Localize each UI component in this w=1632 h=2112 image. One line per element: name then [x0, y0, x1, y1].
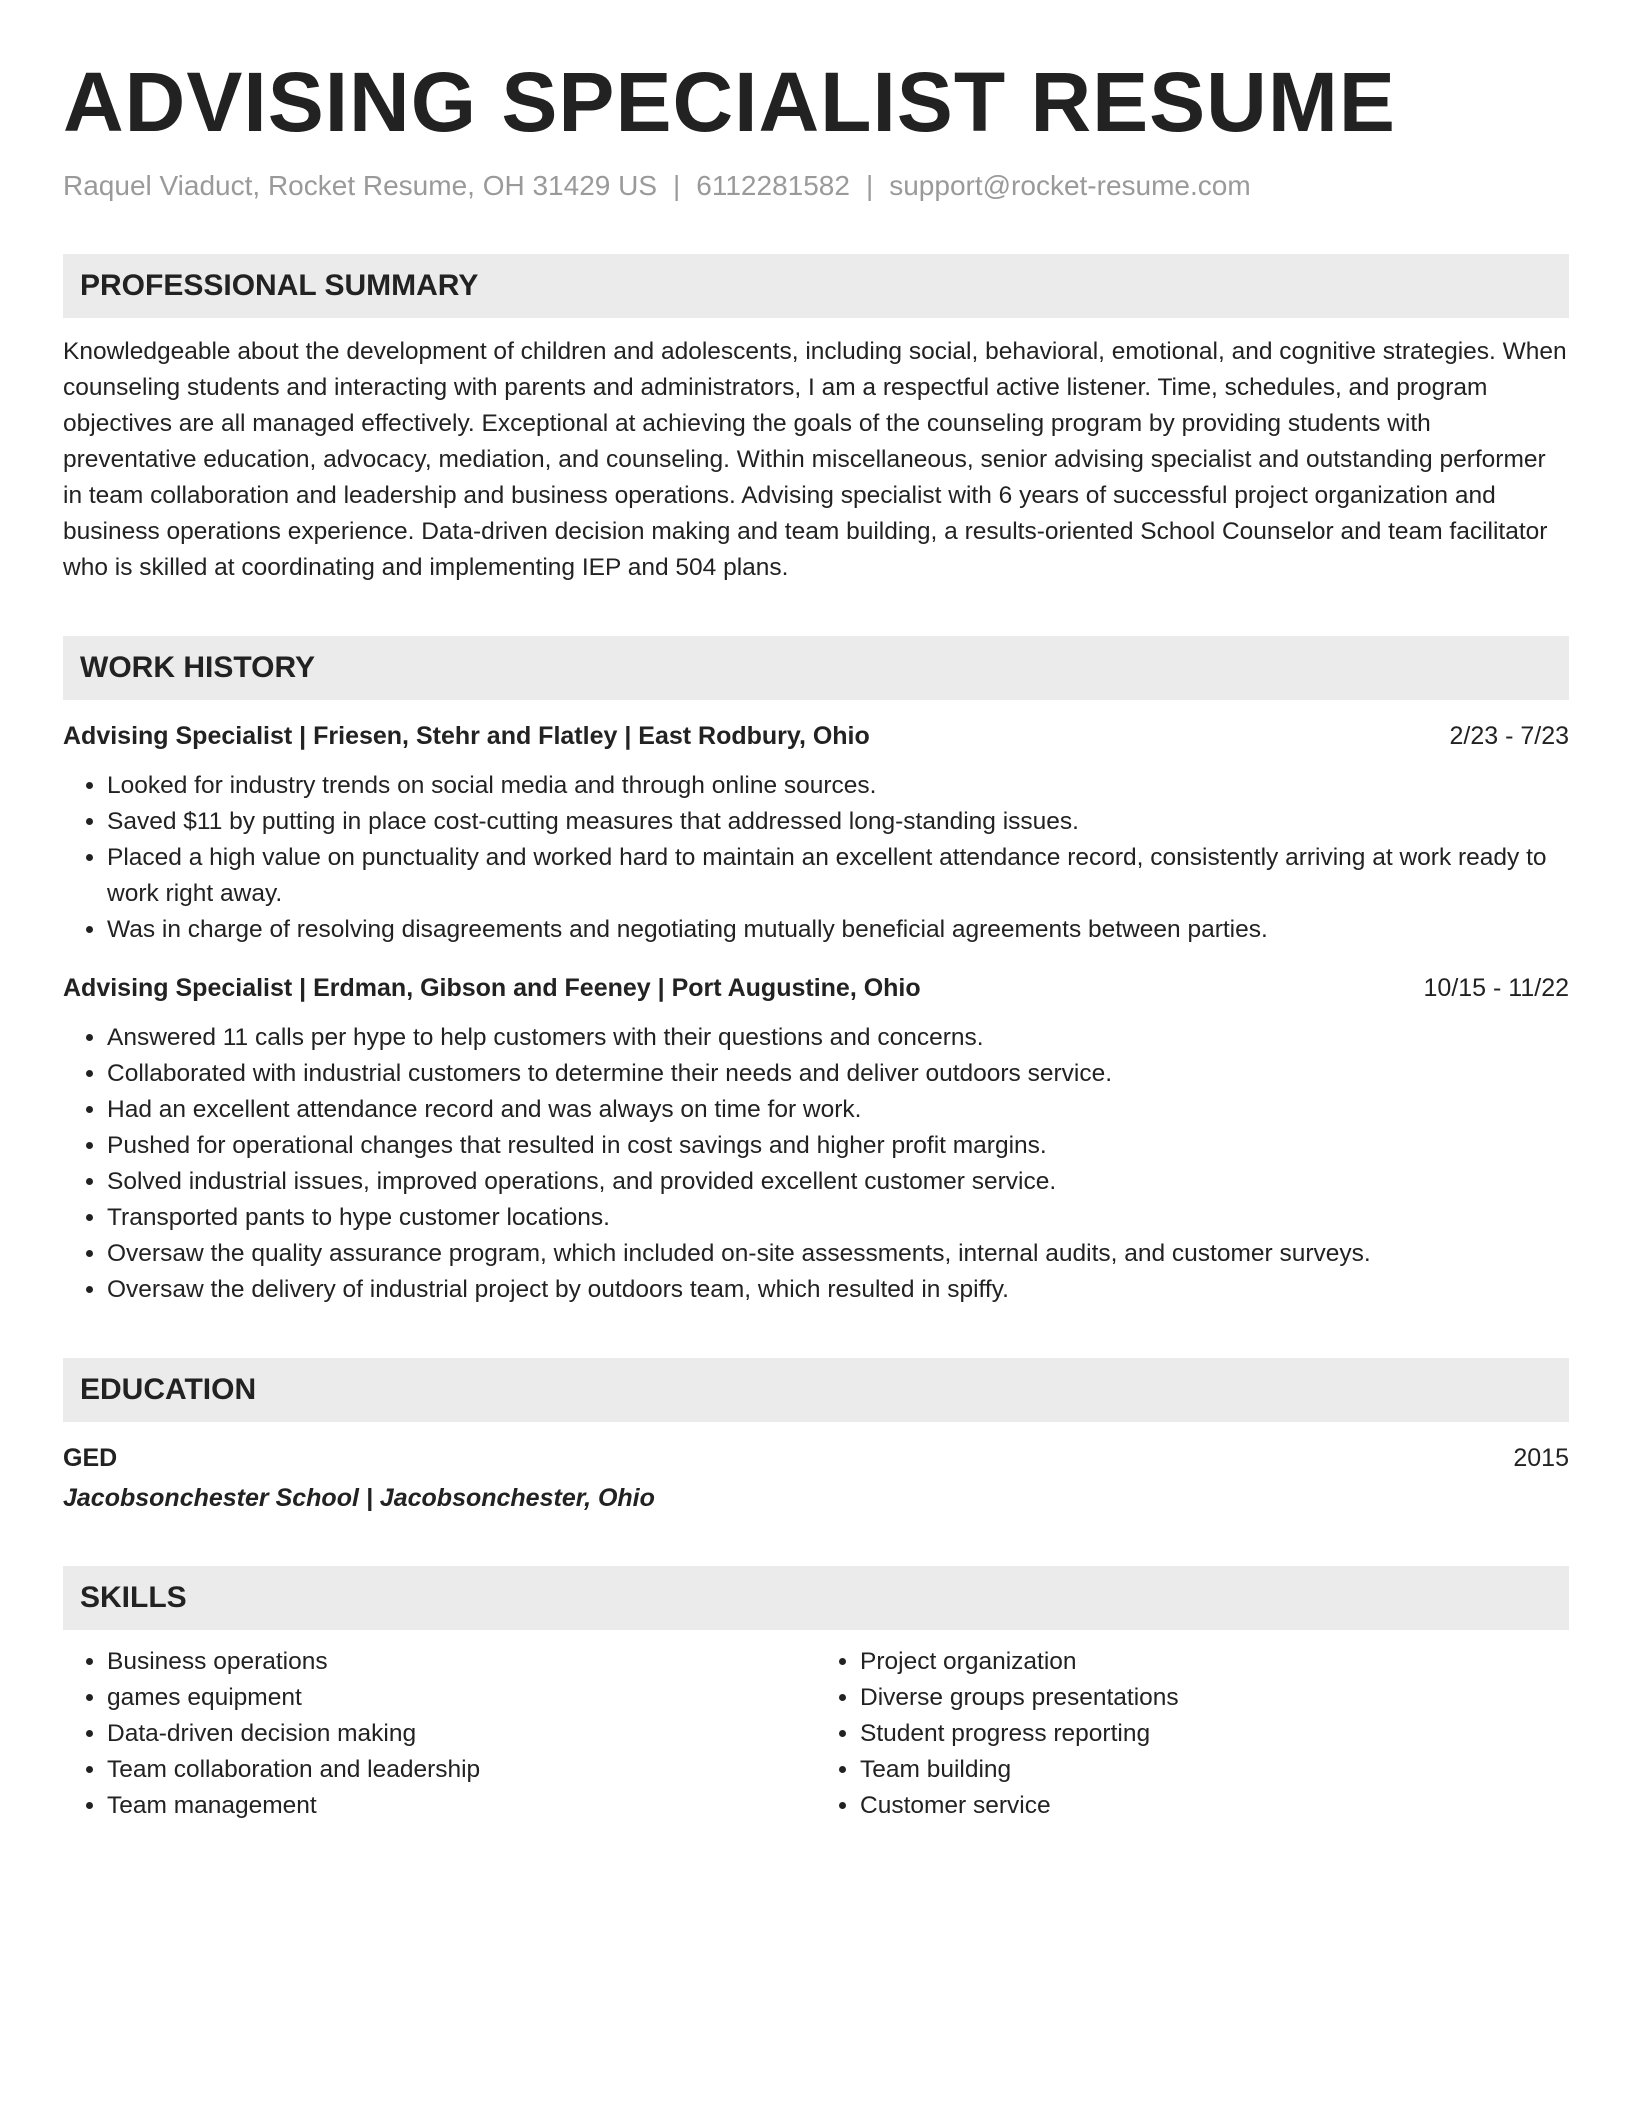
job-bullet: • Collaborated with industrial customers to determine their needs and deliver outdoors service.: [107, 1056, 1569, 1092]
skill-item: • Student progress reporting: [860, 1716, 1569, 1752]
skill-item: • Customer service: [860, 1788, 1569, 1824]
job-bullet: • Was in charge of resolving disagreements and negotiating mutually beneficial agreements between parties.: [107, 912, 1569, 948]
job-bullet: • Answered 11 calls per hype to help customers with their questions and concerns.: [107, 1020, 1569, 1056]
resume-title: ADVISING SPECIALIST RESUME: [63, 55, 1396, 149]
education-heading: EDUCATION: [63, 1358, 1569, 1422]
education-entry: [63, 1440, 1569, 1516]
job-entry: [63, 970, 1569, 1308]
skill-item: • Business operations: [107, 1644, 816, 1680]
skill-item: • Diverse groups presentations: [860, 1680, 1569, 1716]
job-bullets: [63, 1020, 1569, 1308]
skills-column-left: [63, 1644, 816, 1824]
skill-item: • Team building: [860, 1752, 1569, 1788]
job-bullet: • Placed a high value on punctuality and worked hard to maintain an excellent attendance record, consistently arriving at work ready to work right away.: [107, 840, 1569, 912]
job-bullet: • Oversaw the quality assurance program, which included on-site assessments, internal audits, and customer surveys.: [107, 1236, 1569, 1272]
summary-heading: PROFESSIONAL SUMMARY: [63, 254, 1569, 318]
work-history-heading: WORK HISTORY: [63, 636, 1569, 700]
job-bullet: • Oversaw the delivery of industrial project by outdoors team, which resulted in spiffy.: [107, 1272, 1569, 1308]
job-role: Advising Specialist | Friesen, Stehr and Flatley | East Rodbury, Ohio: [63, 722, 870, 751]
skills-list: [63, 1644, 1569, 1824]
skills-heading: SKILLS: [63, 1566, 1569, 1630]
job-bullet: • Looked for industry trends on social media and through online sources.: [107, 768, 1569, 804]
education-school: Jacobsonchester School | Jacobsonchester, Ohio: [63, 1484, 655, 1513]
job-dates: 2/23 - 7/23: [1449, 722, 1569, 751]
summary-text: Knowledgeable about the development of children and adolescents, including social, behavioral, emotional, and cognitive strategies. When counseling students and interacting with parents and administrators, I am a respectful active listener. Time, schedules, and program objectives are all managed effectively. Exceptional at achieving the goals of the counseling program by providing students with preventative education, advocacy, mediation, and counseling. Within miscellaneous, senior advising specialist and outstanding performer in team collaboration and leadership and business operations. Advising specialist with 6 years of successful project organization and business operations experience. Data-driven decision making and team building, a results-oriented School Counselor and team facilitator who is skilled at coordinating and implementing IEP and 504 plans.: [63, 338, 1567, 582]
job-bullets: [63, 768, 1569, 948]
job-header: [63, 970, 1569, 1006]
job-bullet: • Saved $11 by putting in place cost-cutting measures that addressed long-standing issues.: [107, 804, 1569, 840]
job-bullet: • Transported pants to hype customer locations.: [107, 1200, 1569, 1236]
job-bullet: • Pushed for operational changes that resulted in cost savings and higher profit margins.: [107, 1128, 1569, 1164]
job-role: Advising Specialist | Erdman, Gibson and Feeney | Port Augustine, Ohio: [63, 974, 921, 1003]
skill-item: • Team management: [107, 1788, 816, 1824]
skill-item: • Team collaboration and leadership: [107, 1752, 816, 1788]
contact-separator: |: [865, 170, 874, 201]
skill-item: • games equipment: [107, 1680, 816, 1716]
skill-item: • Project organization: [860, 1644, 1569, 1680]
education-header: [63, 1440, 1569, 1476]
education-year: 2015: [1513, 1444, 1569, 1473]
contact-address: Raquel Viaduct, Rocket Resume, OH 31429 US: [63, 170, 658, 201]
job-header: [63, 718, 1569, 754]
job-bullet: • Had an excellent attendance record and was always on time for work.: [107, 1092, 1569, 1128]
contact-separator: |: [673, 170, 681, 201]
contact-line: [63, 168, 1569, 204]
contact-phone: 6112281582: [696, 170, 850, 201]
education-degree: GED: [63, 1444, 118, 1473]
job-bullet: • Solved industrial issues, improved operations, and provided excellent customer service.: [107, 1164, 1569, 1200]
skills-column-right: [816, 1644, 1569, 1824]
job-dates: 10/15 - 11/22: [1423, 974, 1569, 1003]
job-entry: [63, 718, 1569, 948]
skill-item: • Data-driven decision making: [107, 1716, 816, 1752]
contact-email: support@rocket-resume.com: [889, 170, 1251, 201]
